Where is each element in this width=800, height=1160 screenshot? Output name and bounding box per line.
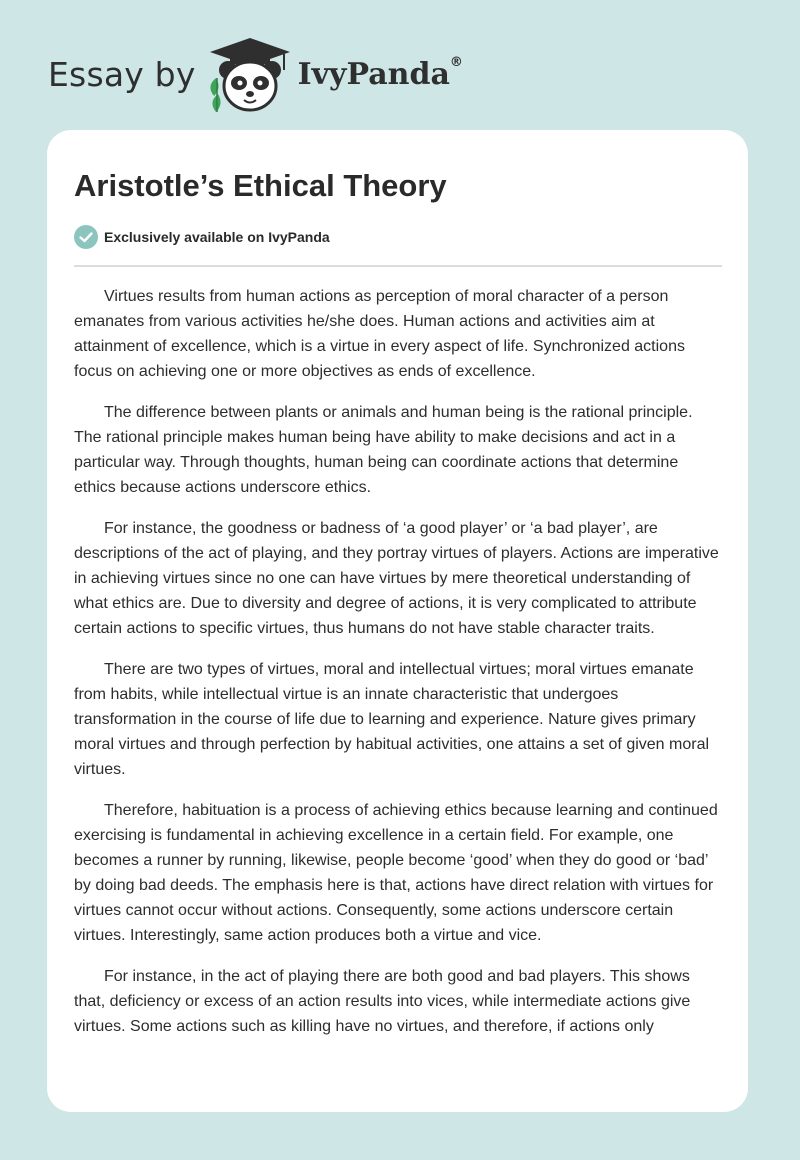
essay-title: Aristotle’s Ethical Theory	[74, 168, 447, 203]
essay-body	[74, 284, 722, 1039]
essay-paragraph: There are two types of virtues, moral and intellectual virtues; moral virtues emanate from habits, while intellectual virtue is an innate characteristic that undergoes transformation in the course of life due to learning and experience. Nature gives primary moral virtues and through perfection by habitual activities, one attains a set of given moral virtues.	[74, 661, 710, 778]
essay-paragraph: For instance, the goodness or badness of ‘a good player’ or ‘a bad player’, are descriptions of the act of playing, and they portray virtues of players. Actions are imperative in achieving virtues since no one can have virtues by mere theoretical understanding of what ethics are. Due to diversity and degree of actions, it is very complicated to attribute certain actions to specific virtues, thus humans do not have stable character traits.	[74, 520, 719, 637]
essay-paragraph: Therefore, habituation is a process of achieving ethics because learning and continued exercising is fundamental in achieving excellence in a certain field. For example, one becomes a runner by running, likewise, people become ‘good’ when they do good or ‘bad’ by doing bad deeds. The emphasis here is that, actions have direct relation with virtues for virtues cannot occur without actions. Consequently, some actions underscore certain virtues. Interestingly, same action produces both a virtue and vice.	[74, 802, 718, 944]
essay-paragraph: For instance, in the act of playing there are both good and bad players. This shows that, deficiency or excess of an action results into vices, while intermediate actions give virtues. Some actions such as killing have no virtues, and therefore, if actions only	[74, 968, 691, 1035]
essay-paragraph: The difference between plants or animals and human being is the rational principle. The rational principle makes human being have ability to make decisions and act in a particular way. Through thoughts, human being can coordinate actions that determine ethics because actions underscore ethics.	[74, 404, 693, 496]
exclusive-badge-text: Exclusively available on IvyPanda	[104, 229, 330, 245]
panda-graduate-logo-icon[interactable]	[204, 34, 296, 114]
trademark-symbol: ®	[449, 54, 463, 70]
essay-card	[47, 130, 748, 1112]
brand-name[interactable]: IvyPanda®	[297, 54, 463, 92]
exclusive-badge	[74, 224, 722, 250]
check-circle-icon	[74, 225, 98, 249]
site-header	[48, 34, 463, 114]
essay-by-label: Essay by	[48, 54, 196, 94]
title-divider	[74, 265, 722, 267]
essay-paragraph: Virtues results from human actions as perception of moral character of a person emanates from various activities he/she does. Human actions and activities aim at attainment of excellence, which is a virtue in every aspect of life. Synchronized actions focus on achieving one or more objectives as ends of excellence.	[74, 288, 685, 380]
